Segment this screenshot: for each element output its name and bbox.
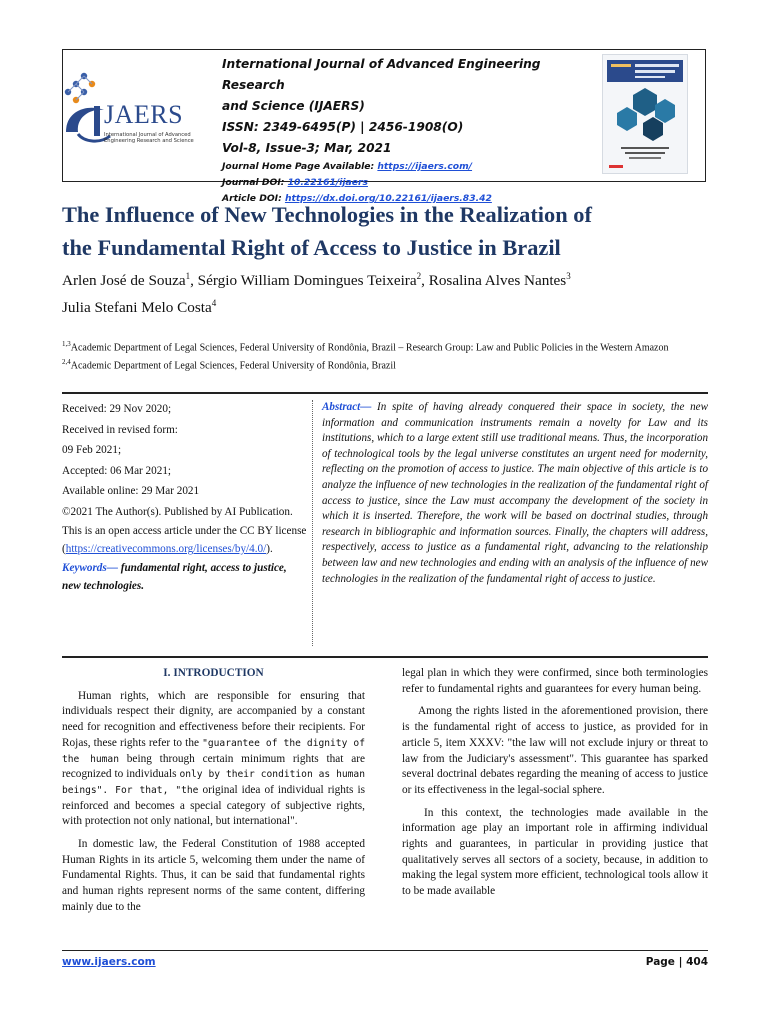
revised-label: Received in revised form: <box>62 423 178 436</box>
abstract-text: In spite of having already conquered their space in society, the new information and communication instruments remain a novelty for Law and its institutions, which to a large extent still use traditional means. Thus, the incorporation of technological tools by the legal universe constitutes an urgent need for modernity, reflecting on the promotion of access to justice. The main objective of this article is to analyze the influence of new technologies in the realization of the fundamental right of access to justice, since the Law must accompany the development of the society in which it is inserted. Therefore, the work will be based on doctrinal studies, through research in bibliographic and information sources. Finally, the chapters will address, respectively, access to justice as a fundamental right, advancing to the relationship between law and new technologies and ending with an analysis of the influence of new technologies in the realization of the fundamental right of access to justice. <box>322 401 708 585</box>
author-name: Arlen José de Souza <box>62 272 186 290</box>
journal-logo <box>64 70 214 160</box>
keywords <box>62 559 292 596</box>
article-doi-link[interactable]: https://dx.doi.org/10.22161/ijaers.83.42 <box>284 193 492 204</box>
keywords-text: fundamental right, access to justice, new technologies. <box>62 561 287 593</box>
license-link[interactable]: https://creativecommons.org/licenses/by/4.0/ <box>65 543 267 556</box>
author-name: Julia Stefani Melo Costa <box>62 299 212 317</box>
logo-text: JAERS <box>104 100 184 129</box>
paragraph: Among the rights listed in the aforementioned provision, there is the fundamental right of access to justice, as provided for in article 5, item XXXV: "the law will not exclude injury or threat to law from the Judiciary's assessment". This guarantee has sparked several doctrinal debates regarding the meaning of access to justice or its effectiveness in the legal-social sphere. <box>402 705 708 796</box>
author-name: , Rosalina Alves Nantes <box>421 272 567 290</box>
journal-cover-icon <box>603 55 687 173</box>
journal-home-line: Journal Home Page Available: https://ijaers.com/ <box>222 161 473 172</box>
footer-website-link[interactable]: www.ijaers.com <box>62 956 156 968</box>
paragraph: legal plan in which they were confirmed, since both terminologies refer to fundamental rights and guarantees for every human being. <box>402 667 708 695</box>
journal-name-line2: and Science (IJAERS) <box>222 99 365 113</box>
paragraph: In this context, the technologies made available in the information age play an important role in affirming individual rights and guarantees, in particular in providing justice that qualitatively serves all sectors of a society, because, in addition to making the legal system more efficient, technological tools allow it to be made available <box>402 806 708 898</box>
journal-issn: ISSN: 2349-6495(P) | 2456-1908(O) <box>222 120 464 134</box>
license-text: ©2021 The Author(s). Published by AI Publication. This is an open access article under the CC BY license (https://creativecommons.org/licenses/by/4.0/). <box>62 505 307 556</box>
journal-home-link[interactable]: https://ijaers.com/ <box>377 161 473 172</box>
page-number: Page | 404 <box>645 956 708 968</box>
paper-title-line1: The Influence of New Technologies in the Realization of <box>62 202 592 227</box>
author-name: , Sérgio William Domingues Teixeira <box>190 272 417 290</box>
received-date: Received: 29 Nov 2020; <box>62 403 172 415</box>
author-sup: 1 <box>185 271 191 281</box>
divider-top <box>62 392 708 394</box>
journal-volume: Vol-8, Issue-3; Mar, 2021 <box>222 141 392 155</box>
divider-middle <box>62 656 708 658</box>
author-sup: 3 <box>566 271 571 281</box>
paragraph: Human rights, which are responsible for ensuring that individuals respect their dignity, are accompanied by a constant need for recognition and effectiveness before their recipients. For Rojas, these rights refer to the "guarantee of the dignity of the human being through certain minimum rights that are recognized to individuals only by their condition as human beings". For that, "the original idea of individual rights is reinforced and becomes a special category of subjective rights, with protection not only national, but international". <box>62 689 365 828</box>
article-history <box>62 400 312 596</box>
column-separator <box>312 400 313 646</box>
keywords-label: Keywords— <box>62 561 118 574</box>
author-list <box>62 265 722 319</box>
body-right-column <box>402 666 708 907</box>
author-sup: 2 <box>416 271 422 281</box>
paper-title-line2: the Fundamental Right of Access to Justice in Brazil <box>62 235 561 260</box>
accepted-date: Accepted: 06 Mar 2021; <box>62 464 172 477</box>
revised-date: 09 Feb 2021; <box>62 444 122 457</box>
footer-divider <box>62 950 708 951</box>
author-line-1 <box>62 265 722 292</box>
affiliations <box>62 337 702 374</box>
journal-cover-thumbnail <box>602 54 688 174</box>
online-date: Available online: 29 Mar 2021 <box>62 485 200 498</box>
abstract <box>322 400 708 587</box>
affiliation-2: $^{2,4}$Academic Department of Legal Sciences, Federal University of Rondônia, Brazil <box>62 358 396 372</box>
journal-doi-link[interactable]: 10.22161/ijaers <box>287 177 368 188</box>
journal-name-line1: International Journal of Advanced Engineering Research <box>222 57 541 92</box>
author-line-2 <box>62 292 722 319</box>
section-heading-introduction: I. INTRODUCTION <box>163 667 264 679</box>
abstract-label: Abstract— <box>322 401 372 413</box>
body-left-column <box>62 666 365 923</box>
paper-title <box>62 198 712 264</box>
author-sup: 4 <box>211 298 217 309</box>
paragraph: In domestic law, the Federal Constitution of 1988 accepted Human Rights in its article 5, welcoming them under the name of Fundamental Rights. Thus, it can be said that fundamental rights and human rights represent norms of the same content, differing mainly due to the <box>62 838 365 913</box>
journal-doi-line: Journal DOI: 10.22161/ijaers <box>222 177 368 188</box>
logo-subtitle: International Journal of Advanced Engineering Research and Science <box>104 132 194 144</box>
journal-info <box>222 54 592 207</box>
affiliation-1: $^{1,3}$Academic Department of Legal Sciences, Federal University of Rondônia, Brazil – Research Group: Law and Public Policies in the Western Amazon <box>62 340 669 354</box>
article-doi-line: Article DOI: https://dx.doi.org/10.22161/ijaers.83.42 <box>222 193 492 204</box>
